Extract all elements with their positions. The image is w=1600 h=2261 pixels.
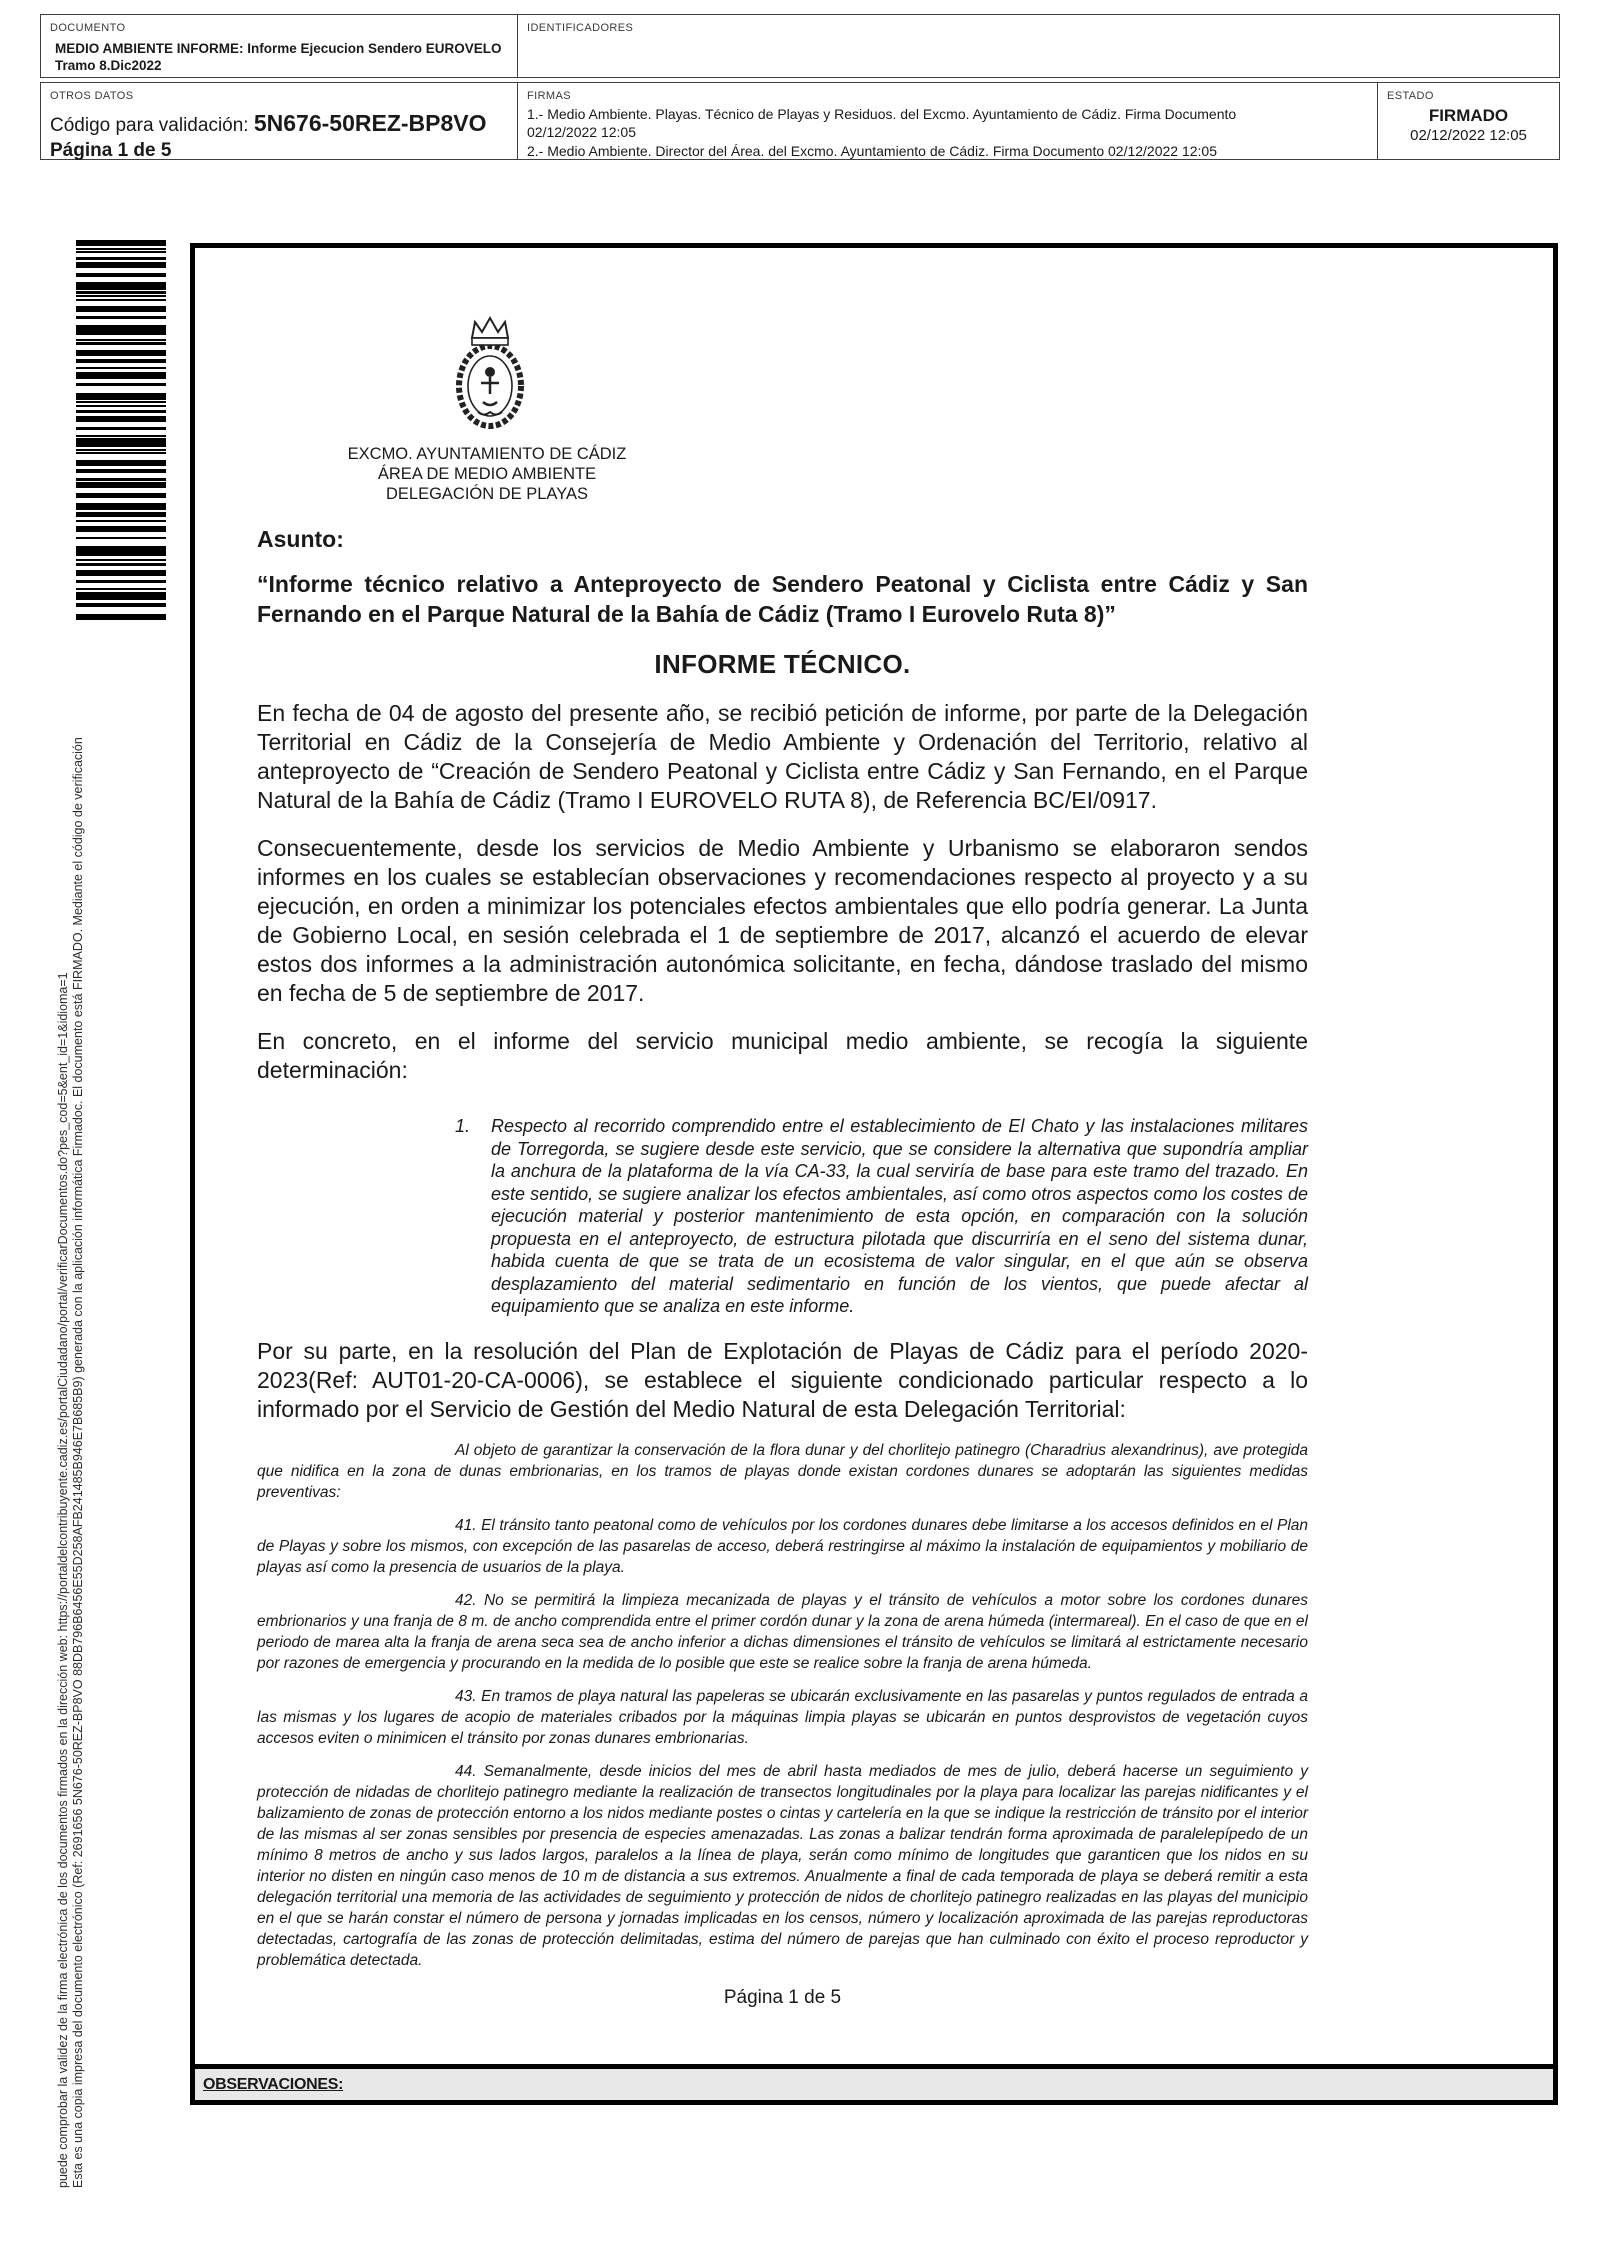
margin-note-line-inner: Esta es una copia impresa del documento electrónico (Ref: 2691656 5N676-50REZ-BP8VO 88DB796B6456E55D258AFB241485B946E7B685B9) generada con la aplicación informática Firmadoc. El documento está FIRMADO. Mediante el código de verificación xyxy=(71,737,85,2188)
informe-tecnico-heading: INFORME TÉCNICO. xyxy=(654,649,911,679)
observaciones-bar xyxy=(195,2064,1553,2100)
organization-block xyxy=(287,444,687,504)
header-cell-identificadores xyxy=(517,14,1560,78)
pagina-indicator: Página 1 de 5 xyxy=(50,140,172,161)
document-page-frame xyxy=(190,243,1558,2105)
estado-fecha: 02/12/2022 12:05 xyxy=(1410,127,1527,144)
verification-barcode-icon xyxy=(76,240,166,620)
cadiz-coat-of-arms-icon xyxy=(443,312,537,434)
condition-item-41: 41. El tránsito tanto peatonal como de vehículos por los cordones dunares debe limitarse a los accesos definidos en el Plan de Playas y sobre los mismos, con excepción de las pasarelas de acceso, deberá restringirse al máximo la instalación de equipamientos y mobiliario de playas así como la presencia de usuarios de la playa. xyxy=(257,1516,1308,1576)
asunto-label: Asunto: xyxy=(257,526,344,552)
observaciones-label: OBSERVACIONES: xyxy=(203,2075,344,2093)
margin-note-line-outer: puede comprobar la validez de la firma electrónica de los documentos firmados en la dirección web: https://portaldelcontribuyente.cadiz.es/portalCiudadano/portal/verificarDocumentos.do?pes_cod=5&ent_id=1&idioma=1 xyxy=(56,972,70,2188)
firma-line: 1.- Medio Ambiente. Playas. Técnico de Playas y Residuos. del Excmo. Ayuntamiento de Cádiz. Firma Documento 02/12/2022 12:05 xyxy=(527,106,1237,140)
header-cell-firmas xyxy=(517,82,1378,160)
page-number-footer: Página 1 de 5 xyxy=(723,1986,842,2008)
paragraph: Por su parte, en la resolución del Plan de Explotación de Playas de Cádiz para el período 2020-2023(Ref: AUT01-20-CA-0006), se establece el siguiente condicionado particular respecto a lo informado por el Servicio de Gestión del Medio Natural de esta Delegación Territorial: xyxy=(257,1337,1308,1422)
item-text: Respecto al recorrido comprendido entre el establecimiento de El Chato y las instalaciones militares de Torregorda, se sugiere desde este servicio, que se considere la alternativa que supondría ampliar la anchura de la plataforma de la vía CA-33, la cual serviría de base para este tramo del trazado. En este sentido, se sugiere analizar los efectos ambientales, así como otros aspectos como los costes de ejecución material y posterior mantenimiento de esta opción, en comparación con la solución propuesta en el anteproyecto, de estructura pilotada que discurriría en el seno del sistema dunar, habida cuenta de que se trata de un ecosistema de valor singular, en el que aún se observa desplazamiento del material sedimentario en función de los vientos, que puede afectar al equipamiento que se analiza en este informe. xyxy=(491,1116,1308,1316)
firmas-list xyxy=(527,105,1237,160)
document-content xyxy=(195,248,1553,2009)
firma-line: 2.- Medio Ambiente. Director del Área. del Excmo. Ayuntamiento de Cádiz. Firma Documento 02/12/2022 12:05 xyxy=(527,143,1217,159)
header-cell-documento xyxy=(40,14,518,78)
condition-item-42: 42. No se permitirá la limpieza mecanizada de playas y el tránsito de vehículos a motor sobre los cordones dunares embrionarios y una franja de 8 m. de ancho comprendida entre el primer cordón dunar y la zona de arena húmeda (intermareal). En el caso de que en el periodo de marea alta la franja de arena seca sea de ancho inferior a dichas dimensiones el tránsito de vehículos se limitará al estrictamente necesario por razones de emergencia y procurando en la medida de lo posible que este se realice sobre la franja de arena húmeda. xyxy=(257,1591,1308,1672)
condition-item-44: 44. Semanalmente, desde inicios del mes de abril hasta mediados de mes de julio, deberá hacerse un seguimiento y protección de nidadas de chorlitejo patinegro mediante la realización de transectos longitudinales por la playa para localizar las parejas nidificantes y el balizamiento de zonas de protección entorno a los nidos mediante postes o cintas y cartelería en la que se indique la restricción de tránsito por el interior de las mismas al ser zonas sensibles por presencia de especies amenazadas. Las zonas a balizar tendrán forma aproximada de paralelepípedo de un mínimo 8 metros de ancho y sus lados largos, paralelos a la línea de playa, serán como mínimo de longitudes que garanticen que los nidos en su interior no disten en ningún caso menos de 10 m de distancia a sus extremos. Anualmente a final de cada temporada de playa se deberá remitir a esta delegación territorial una memoria de las actividades de seguimiento y protección de nidos de chorlitejo patinegro realizadas en las playas del municipio en el que se harán constar el número de persona y jornadas implicadas en los censos, número y localización aproximada de las parejas reproductoras detectadas, cartografía de las zonas de protección delimitadas, estima del número de parejas que han culminado con éxito el proceso reproductor y problemática detectada. xyxy=(257,1762,1308,1969)
asunto-title: “Informe técnico relativo a Anteproyecto de Sendero Peatonal y Ciclista entre Cádiz y San Fernando en el Parque Natural de la Bahía de Cádiz (Tramo I Eurovelo Ruta 8)” xyxy=(257,571,1308,627)
paragraph: Consecuentemente, desde los servicios de Medio Ambiente y Urbanismo se elaboraron sendos informes en los cuales se establecían observaciones y recomendaciones respecto al proyecto y a su ejecución, en orden a minimizar los potenciales efectos ambientales que ello podría generar. La Junta de Gobierno Local, en sesión celebrada el 1 de septiembre de 2017, alcanzó el acuerdo de elevar estos dos informes a la administración autonómica solicitante, en fecha, dándose traslado del mismo en fecha de 5 de septiembre de 2017. xyxy=(257,835,1308,1006)
codigo-label: Código para validación: xyxy=(50,115,249,136)
organization-line: EXCMO. AYUNTAMIENTO DE CÁDIZ xyxy=(347,445,627,463)
estado-value: FIRMADO xyxy=(1428,106,1509,125)
documento-label: DOCUMENTO xyxy=(50,22,126,34)
paragraph: En fecha de 04 de agosto del presente año, se recibió petición de informe, por parte de la Delegación Territorial en Cádiz de la Consejería de Medio Ambiente y Ordenación del Territorio, relativo al anteproyecto de “Creación de Sendero Peatonal y Ciclista entre Cádiz y San Fernando, en el Parque Natural de la Bahía de Cádiz (Tramo I EUROVELO RUTA 8), de Referencia BC/EI/0917. xyxy=(257,700,1308,813)
documento-value: MEDIO AMBIENTE INFORME: Informe Ejecucion Sendero EUROVELO Tramo 8.Dic2022 xyxy=(55,41,502,73)
firmas-label: FIRMAS xyxy=(527,90,571,102)
header-cell-estado xyxy=(1377,82,1560,160)
otros-datos-label: OTROS DATOS xyxy=(50,90,134,102)
condition-item-43: 43. En tramos de playa natural las papeleras se ubicarán exclusivamente en las pasarelas y puntos regulados de entrada a las mismas y los lugares de acopio de materiales cribados por la máquinas limpia playas se ubicarán en puntos desprovistos de vegetación cuyos accesos eviten o minimicen el tránsito por zonas dunares embrionarias. xyxy=(257,1687,1308,1747)
numbered-item-1 xyxy=(257,1115,1308,1318)
header-cell-otros-datos xyxy=(40,82,518,160)
estado-label: ESTADO xyxy=(1387,90,1434,102)
organization-line: ÁREA DE MEDIO AMBIENTE xyxy=(377,465,597,483)
identificadores-label: IDENTIFICADORES xyxy=(527,22,634,34)
condition-intro: Al objeto de garantizar la conservación de la flora dunar y del chorlitejo patinegro (Charadrius alexandrinus), ave protegida que nidifica en la zona de dunas embrionarias, en los tramos de playas donde existan cordones dunares se adoptarán las siguientes medidas preventivas: xyxy=(257,1441,1308,1501)
item-number: 1. xyxy=(455,1116,471,1136)
margin-verification-note xyxy=(56,618,86,2188)
codigo-value: 5N676-50REZ-BP8VO xyxy=(253,110,487,136)
organization-line: DELEGACIÓN DE PLAYAS xyxy=(385,485,589,503)
paragraph: En concreto, en el informe del servicio municipal medio ambiente, se recogía la siguiente determinación: xyxy=(257,1028,1308,1083)
codigo-validacion xyxy=(50,110,517,137)
